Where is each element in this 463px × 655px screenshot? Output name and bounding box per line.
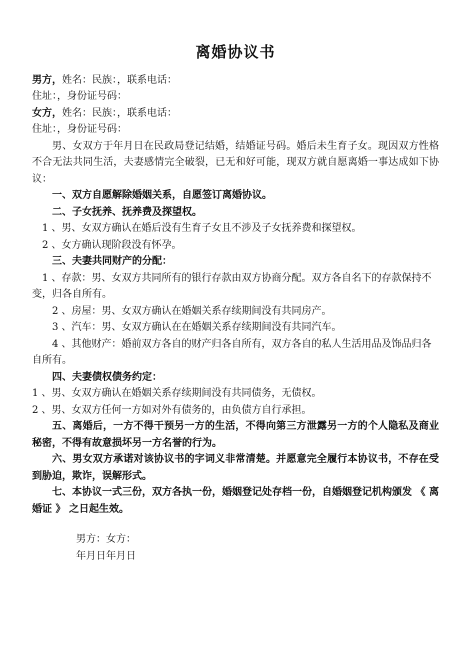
male-party-label: 男方，: [32, 74, 62, 86]
section-3-heading: 三、夫妻共同财产的分配：: [52, 256, 172, 267]
intro-paragraph: 男、女双方于年月日在民政局登记结婚，结婚证号码。婚后未生育子女。现因双方性格不合无法共同生活，夫妻感情完全破裂，已无和好可能，现双方就自愿离婚一事达成如下协议：: [32, 140, 439, 185]
section-5-paragraph: 五、离婚后，一方不得干预另一方的生活，不得向第三方泄露另一方的个人隐私及商业秘密，不得有故意损坏另一方名誉的行为。: [32, 421, 439, 449]
section-3-item-4: 4 、其他财产：婚前双方各自的财产归各自所有，双方各自的私人生活用品及饰品归各自所有。: [32, 338, 432, 366]
section-1-heading: 一、双方自愿解除婚姻关系，自愿签订离婚协议。: [52, 190, 272, 201]
signature-line: 男方：女方：: [76, 534, 136, 545]
section-4-heading: 四、夫妻债权债务约定：: [52, 371, 162, 383]
section-3-item-3: 3 、汽车：男、女双方确认在在婚姻关系存续期间没有共同汽车。: [52, 322, 342, 333]
section-3-item-1: 1 、存款：男、女双方共同所有的银行存款由双方协商分配。双方各自名下的存款保持不变，归各自所有。: [32, 272, 432, 300]
document-title: 离婚协议书: [195, 43, 276, 61]
section-4-item-1: 1 、男、女双方确认在婚姻关系存续期间没有共同债务，无债权。: [32, 388, 322, 399]
female-party-address: 住址：，身份证号码：: [32, 124, 127, 135]
date-line: 年月日年月日: [76, 550, 136, 562]
section-4-item-2: 2 、男、女双方任何一方如对外有债务的，由负债方自行承担。: [32, 404, 312, 416]
section-2-item-2: 2 、女方确认现阶段没有怀孕。: [42, 239, 182, 251]
female-party-fields: 姓名：民族：，联系电话：: [62, 107, 177, 119]
spacer: [32, 518, 439, 532]
female-party-line: [32, 106, 439, 123]
male-party-fields: 姓名：民族：，联系电话：: [62, 74, 177, 86]
section-2-heading: 二、子女抚养、抚养费及探望权。: [52, 206, 202, 218]
section-6-paragraph: 六、男女双方承诺对该协议书的字词义非常清楚。并愿意完全履行本协议书，不存在受到胁迫，欺诈，误解形式。: [32, 454, 439, 482]
female-party-label: 女方，: [32, 107, 62, 119]
section-7-paragraph: 七、本协议一式三份，双方各执一份，婚姻登记处存档一份，自婚姻登记机构颁发 《 离婚证 》 之日起生效。: [32, 487, 439, 515]
section-2-item-1: 1 、男、女双方确认在婚后没有生育子女且不涉及子女抚养费和探望权。: [42, 223, 362, 234]
section-3-item-2: 2 、房屋：男、女双方确认在婚姻关系存续期间没有共同房产。: [52, 305, 332, 317]
male-party-address: 住址：，身份证号码：: [32, 91, 127, 102]
male-party-line: [32, 73, 439, 90]
